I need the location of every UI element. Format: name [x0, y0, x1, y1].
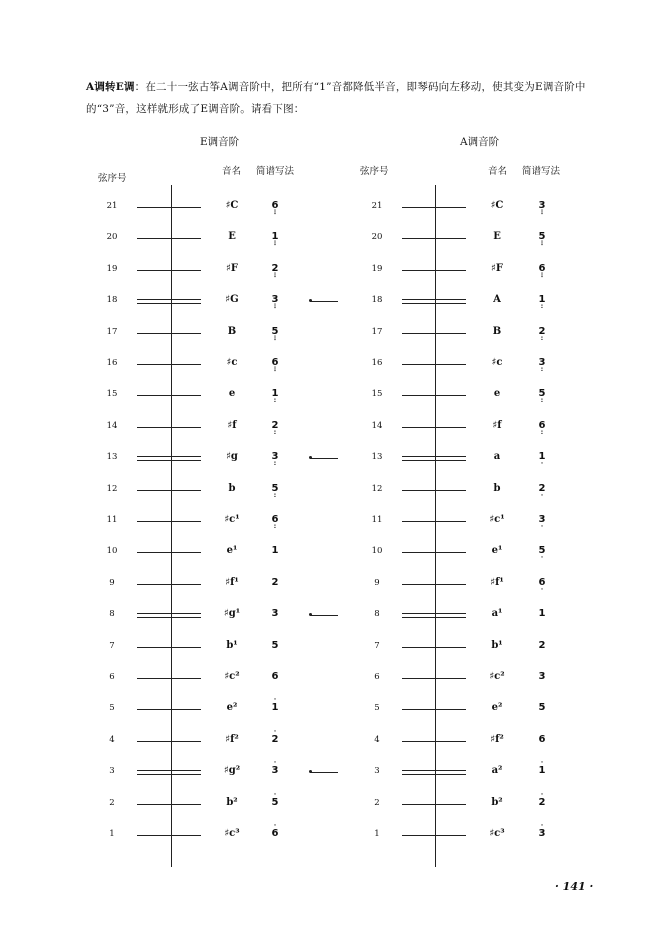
jianpu-digit: 5 [538, 545, 546, 556]
right-string-number: 19 [371, 264, 383, 274]
jianpu-digit: 1 [271, 231, 279, 242]
left-jianpu [265, 447, 285, 466]
left-note-name: ♯G [225, 294, 239, 305]
right-string-line [402, 364, 466, 365]
jianpu-digit: 5 [271, 640, 279, 651]
left-note-name: ♯c [226, 357, 238, 368]
right-jianpu [532, 541, 552, 560]
octave-dot-below [265, 839, 285, 843]
left-string-number: 19 [106, 264, 118, 274]
right-jianpu [532, 573, 552, 592]
left-string-line [137, 299, 201, 300]
octave-dot-below: ⋮ [272, 303, 278, 310]
jianpu-digit: 2 [538, 797, 546, 808]
right-string-line [402, 460, 466, 461]
right-string-line [402, 456, 466, 457]
left-string-line [137, 207, 201, 208]
right-note-name: ♯f [492, 420, 502, 431]
right-string-number: 20 [371, 232, 383, 242]
right-note-name: a¹ [491, 608, 503, 619]
octave-dot-below [532, 745, 552, 749]
jianpu-digit: 6 [538, 734, 546, 745]
left-string-line [137, 333, 201, 334]
right-jianpu [532, 259, 552, 278]
right-string-number: 17 [371, 327, 383, 337]
left-string-line [137, 490, 201, 491]
octave-dot-above: · [540, 791, 544, 798]
intro-text: ：在二十一弦古筝A调音阶中，把所有“1”音都降低半音，即琴码向左移动，使其变为E调音阶中的“3”音，这样就形成了E调音阶。请看下图： [86, 81, 586, 115]
left-jianpu [265, 604, 285, 623]
arrow-left-indicator [310, 772, 338, 773]
jianpu-digit: 5 [538, 388, 546, 399]
octave-dot-below: ⋮ [272, 240, 278, 247]
right-note-name: ♯c³ [489, 828, 505, 839]
octave-dot-below [265, 745, 285, 749]
octave-dot-below [532, 808, 552, 812]
left-string-number: 1 [109, 829, 115, 839]
left-header-jianpu: 简谱写法 [256, 166, 295, 177]
left-string-line [137, 741, 201, 742]
jianpu-digit: 1 [538, 608, 546, 619]
right-string-number: 21 [371, 201, 383, 211]
octave-dot-below [265, 588, 285, 592]
octave-dot-above: · [273, 759, 277, 766]
right-note-name: a [493, 451, 501, 462]
right-jianpu [532, 730, 552, 749]
left-string-number: 8 [109, 609, 115, 619]
right-string-line [402, 490, 466, 491]
left-string-line [137, 774, 201, 775]
left-string-line [137, 613, 201, 614]
octave-dot-above: · [540, 759, 544, 766]
right-string-line [402, 770, 466, 771]
left-jianpu [265, 416, 285, 435]
octave-dot-below [532, 776, 552, 780]
right-string-line [402, 647, 466, 648]
jianpu-digit: 2 [271, 734, 279, 745]
left-string-number: 16 [106, 358, 118, 368]
page-number: · 141 · [555, 880, 594, 893]
right-string-number: 5 [374, 703, 380, 713]
right-string-line [402, 678, 466, 679]
left-string-line [137, 395, 201, 396]
jianpu-digit: 1 [538, 765, 546, 776]
right-jianpu [532, 761, 552, 780]
intro-lead: A调转E调 [86, 81, 135, 93]
left-note-name: e [228, 388, 236, 399]
right-string-line [402, 333, 466, 334]
jianpu-digit: 5 [538, 231, 546, 242]
octave-dot-below: : [540, 366, 544, 373]
jianpu-digit: 2 [271, 420, 279, 431]
jianpu-digit: 5 [271, 797, 279, 808]
octave-dot-below: : [273, 460, 277, 467]
octave-dot-below: ⋮ [272, 366, 278, 373]
left-jianpu [265, 384, 285, 403]
right-jianpu [532, 793, 552, 812]
left-string-number: 5 [109, 703, 115, 713]
right-string-line [402, 804, 466, 805]
arrow-left-indicator [310, 615, 338, 616]
left-jianpu [265, 479, 285, 498]
left-string-line [137, 678, 201, 679]
left-note-name: ♯c³ [224, 828, 240, 839]
left-note-name: e² [226, 702, 238, 713]
arrow-left-indicator [310, 301, 338, 302]
octave-dot-below: · [540, 492, 544, 499]
left-note-name: ♯F [226, 263, 238, 274]
right-string-line [402, 709, 466, 710]
left-string-line [137, 303, 201, 304]
jianpu-digit: 6 [271, 671, 279, 682]
octave-dot-below [532, 682, 552, 686]
right-string-line [402, 613, 466, 614]
right-note-name: A [493, 294, 501, 305]
right-string-number: 9 [374, 578, 380, 588]
right-string-number: 13 [371, 452, 383, 462]
octave-dot-below [532, 619, 552, 623]
left-string-number: 13 [106, 452, 118, 462]
jianpu-digit: 5 [271, 326, 279, 337]
jianpu-digit: 5 [538, 702, 546, 713]
right-note-name: ♯f¹ [490, 577, 504, 588]
left-jianpu [265, 510, 285, 529]
right-string-number: 7 [374, 641, 380, 651]
octave-dot-below: : [273, 492, 277, 499]
left-string-line [137, 804, 201, 805]
right-string-number: 2 [374, 798, 380, 808]
right-note-name: b¹ [491, 640, 503, 651]
right-note-name: e¹ [491, 545, 503, 556]
left-note-name: ♯f¹ [225, 577, 239, 588]
right-jianpu [532, 604, 552, 623]
left-jianpu [265, 793, 285, 812]
left-string-number: 12 [106, 484, 118, 494]
left-jianpu [265, 196, 285, 215]
octave-dot-below [532, 651, 552, 655]
right-jianpu [532, 322, 552, 341]
right-string-line [402, 521, 466, 522]
left-note-name: ♯c² [224, 671, 240, 682]
right-jianpu [532, 290, 552, 309]
right-string-number: 18 [371, 295, 383, 305]
right-string-number: 1 [374, 829, 380, 839]
octave-dot-below: · [540, 586, 544, 593]
right-note-name: ♯c [491, 357, 503, 368]
right-string-number: 12 [371, 484, 383, 494]
right-string-number: 8 [374, 609, 380, 619]
right-string-number: 3 [374, 766, 380, 776]
right-jianpu [532, 510, 552, 529]
octave-dot-below: : [540, 397, 544, 404]
jianpu-digit: 2 [538, 326, 546, 337]
right-jianpu [532, 196, 552, 215]
octave-dot-below: ⋮ [272, 272, 278, 279]
left-jianpu [265, 353, 285, 372]
jianpu-digit: 6 [271, 200, 279, 211]
right-header-note: 音名 [488, 166, 508, 177]
right-string-line [402, 741, 466, 742]
left-jianpu [265, 698, 285, 717]
left-string-line [137, 364, 201, 365]
jianpu-digit: 3 [538, 671, 546, 682]
octave-dot-below: ⋮ [272, 335, 278, 342]
right-string-number: 11 [371, 515, 383, 525]
left-note-name: ♯g² [223, 765, 241, 776]
jianpu-digit: 2 [538, 483, 546, 494]
right-string-line [402, 299, 466, 300]
jianpu-digit: 2 [271, 263, 279, 274]
right-jianpu [532, 416, 552, 435]
octave-dot-below: : [540, 303, 544, 310]
left-string-number: 21 [106, 201, 118, 211]
octave-dot-below: · [540, 554, 544, 561]
octave-dot-below [532, 713, 552, 717]
octave-dot-below [265, 713, 285, 717]
right-jianpu [532, 447, 552, 466]
left-table-title: E调音阶 [200, 136, 240, 148]
right-note-name: ♯c² [489, 671, 505, 682]
left-string-number: 17 [106, 327, 118, 337]
left-note-name: ♯f² [225, 734, 239, 745]
left-jianpu [265, 667, 285, 686]
right-note-name: ♯F [491, 263, 503, 274]
left-string-line [137, 460, 201, 461]
right-table-title: A调音阶 [460, 136, 500, 148]
left-string-number: 14 [106, 421, 118, 431]
right-string-line [402, 835, 466, 836]
left-note-name: e¹ [226, 545, 238, 556]
left-jianpu [265, 761, 285, 780]
right-string-number: 14 [371, 421, 383, 431]
right-string-line [402, 270, 466, 271]
octave-dot-below: : [540, 335, 544, 342]
right-string-line [402, 774, 466, 775]
left-string-line [137, 456, 201, 457]
right-string-number: 4 [374, 735, 380, 745]
left-note-name: ♯g¹ [223, 608, 241, 619]
left-note-name: ♯C [225, 200, 239, 211]
right-note-name: B [492, 326, 502, 337]
jianpu-digit: 6 [538, 263, 546, 274]
left-jianpu [265, 227, 285, 246]
right-note-name: ♯c¹ [489, 514, 505, 525]
left-note-name: ♯f [227, 420, 237, 431]
left-string-number: 15 [106, 389, 118, 399]
right-header-jianpu: 简谱写法 [522, 166, 561, 177]
right-jianpu [532, 353, 552, 372]
octave-dot-below: · [540, 523, 544, 530]
right-string-line [402, 584, 466, 585]
octave-dot-below [265, 619, 285, 623]
octave-dot-above: · [273, 791, 277, 798]
right-string-number: 10 [371, 546, 383, 556]
right-jianpu [532, 698, 552, 717]
jianpu-digit: 3 [538, 514, 546, 525]
right-string-number: 6 [374, 672, 380, 682]
octave-dot-below: ⋮ [272, 209, 278, 216]
jianpu-digit: 1 [271, 388, 279, 399]
jianpu-digit: 3 [271, 451, 279, 462]
right-jianpu [532, 479, 552, 498]
octave-dot-below: : [273, 429, 277, 436]
octave-dot-below: ⋮ [539, 209, 545, 216]
left-string-number: 4 [109, 735, 115, 745]
left-string-number: 20 [106, 232, 118, 242]
left-string-line [137, 427, 201, 428]
jianpu-digit: 6 [271, 514, 279, 525]
jianpu-digit: 5 [271, 483, 279, 494]
left-jianpu [265, 259, 285, 278]
jianpu-digit: 6 [271, 357, 279, 368]
octave-dot-above: · [273, 822, 277, 829]
octave-dot-below [265, 808, 285, 812]
octave-dot-below: · [540, 460, 544, 467]
right-note-name: a² [491, 765, 503, 776]
octave-dot-below [265, 776, 285, 780]
left-jianpu [265, 824, 285, 843]
left-note-name: B [227, 326, 237, 337]
arrow-left-indicator [310, 458, 338, 459]
right-string-line [402, 207, 466, 208]
octave-dot-below: : [273, 397, 277, 404]
jianpu-digit: 1 [538, 451, 546, 462]
left-note-name: b¹ [226, 640, 238, 651]
left-string-line [137, 521, 201, 522]
right-note-name: E [493, 231, 501, 242]
jianpu-digit: 3 [271, 294, 279, 305]
octave-dot-below [265, 556, 285, 560]
jianpu-digit: 3 [538, 828, 546, 839]
left-string-line [137, 647, 201, 648]
octave-dot-below [265, 682, 285, 686]
left-string-number: 10 [106, 546, 118, 556]
octave-dot-above: · [540, 822, 544, 829]
right-string-line [402, 238, 466, 239]
left-string-line [137, 270, 201, 271]
octave-dot-below [265, 651, 285, 655]
left-note-name: ♯g [226, 451, 238, 462]
left-header-string: 弦序号 [98, 173, 127, 184]
jianpu-digit: 1 [538, 294, 546, 305]
right-string-line [402, 427, 466, 428]
octave-dot-below: ⋮ [539, 240, 545, 247]
jianpu-digit: 2 [271, 577, 279, 588]
right-jianpu [532, 384, 552, 403]
octave-dot-below: ⋮ [539, 272, 545, 279]
left-note-name: b² [226, 797, 238, 808]
left-string-line [137, 552, 201, 553]
left-string-number: 6 [109, 672, 115, 682]
right-note-name: e [493, 388, 501, 399]
right-jianpu [532, 667, 552, 686]
jianpu-digit: 6 [271, 828, 279, 839]
left-string-number: 2 [109, 798, 115, 808]
left-note-name: ♯c¹ [224, 514, 240, 525]
right-note-name: b² [491, 797, 503, 808]
left-string-line [137, 770, 201, 771]
right-string-line [402, 303, 466, 304]
left-jianpu [265, 573, 285, 592]
left-string-line [137, 584, 201, 585]
left-note-name: E [228, 231, 236, 242]
octave-dot-below: : [273, 523, 277, 530]
left-jianpu [265, 636, 285, 655]
right-bridge-line [435, 185, 436, 867]
left-string-line [137, 238, 201, 239]
intro-paragraph [86, 76, 606, 120]
left-string-number: 11 [106, 515, 118, 525]
left-header-note: 音名 [222, 166, 242, 177]
octave-dot-below: : [540, 429, 544, 436]
left-string-number: 3 [109, 766, 115, 776]
jianpu-digit: 6 [538, 577, 546, 588]
right-note-name: b [493, 483, 501, 494]
left-note-name: b [228, 483, 236, 494]
left-jianpu [265, 322, 285, 341]
octave-dot-above: · [273, 728, 277, 735]
right-string-line [402, 617, 466, 618]
left-jianpu [265, 730, 285, 749]
left-string-line [137, 835, 201, 836]
octave-dot-below [532, 839, 552, 843]
right-jianpu [532, 227, 552, 246]
left-bridge-line [171, 185, 172, 867]
jianpu-digit: 3 [538, 200, 546, 211]
right-string-line [402, 395, 466, 396]
left-jianpu [265, 541, 285, 560]
left-string-number: 7 [109, 641, 115, 651]
octave-dot-above: · [273, 696, 277, 703]
right-string-line [402, 552, 466, 553]
left-string-number: 9 [109, 578, 115, 588]
right-note-name: ♯C [490, 200, 504, 211]
jianpu-digit: 1 [271, 702, 279, 713]
right-string-number: 15 [371, 389, 383, 399]
right-jianpu [532, 824, 552, 843]
right-note-name: e² [491, 702, 503, 713]
jianpu-digit: 2 [538, 640, 546, 651]
right-header-string: 弦序号 [360, 166, 389, 177]
left-string-number: 18 [106, 295, 118, 305]
jianpu-digit: 3 [538, 357, 546, 368]
left-jianpu [265, 290, 285, 309]
right-note-name: ♯f² [490, 734, 504, 745]
right-jianpu [532, 636, 552, 655]
jianpu-digit: 1 [271, 545, 279, 556]
left-string-line [137, 709, 201, 710]
left-string-line [137, 617, 201, 618]
jianpu-digit: 6 [538, 420, 546, 431]
jianpu-digit: 3 [271, 608, 279, 619]
jianpu-digit: 3 [271, 765, 279, 776]
right-string-number: 16 [371, 358, 383, 368]
